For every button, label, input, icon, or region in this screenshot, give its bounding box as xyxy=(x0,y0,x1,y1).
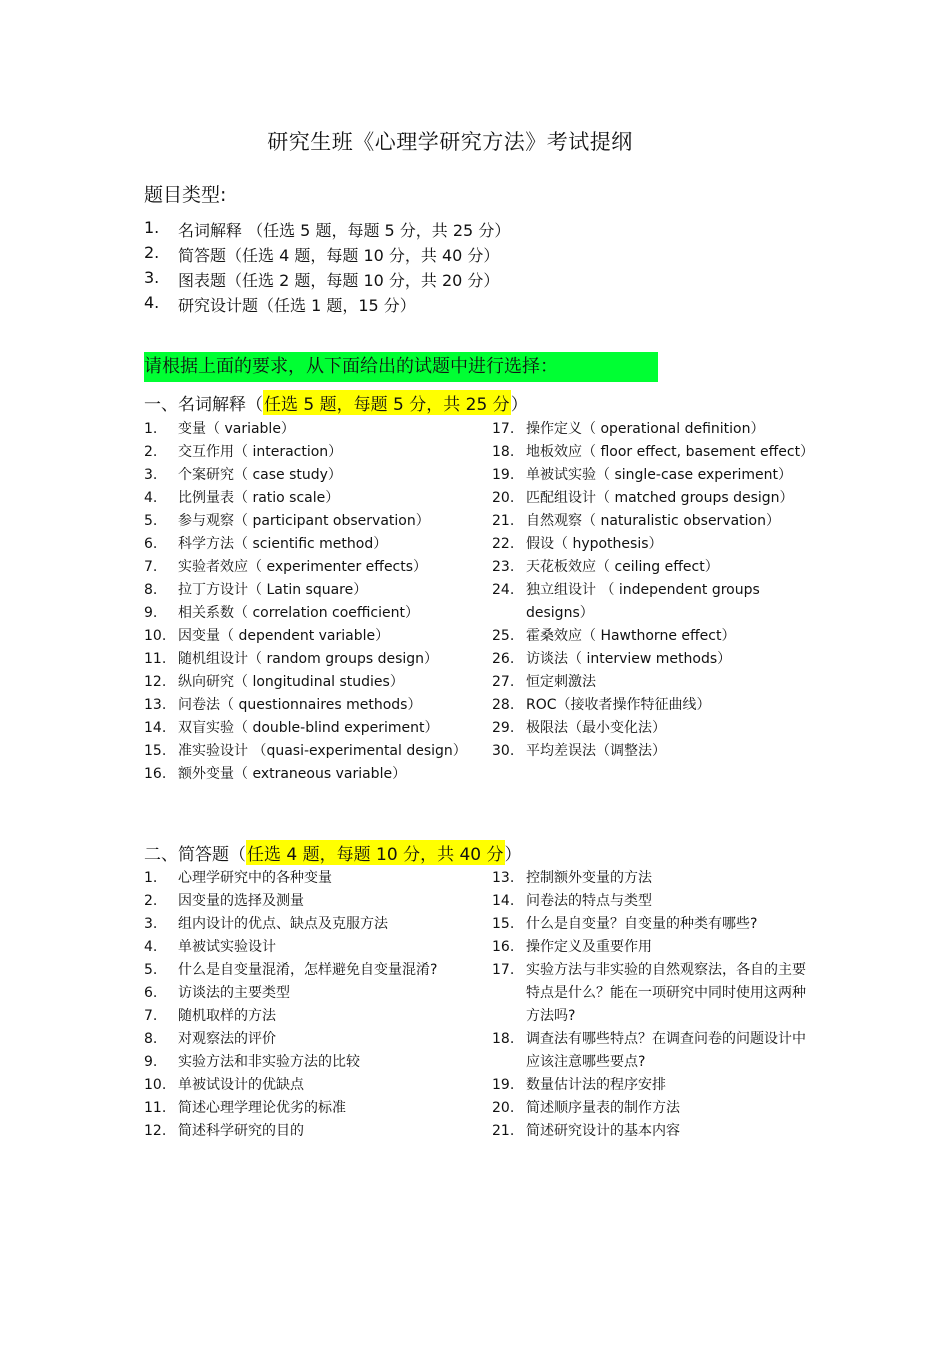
item-number: 10. xyxy=(144,1077,167,1093)
section-1-suffix: ） xyxy=(510,395,528,415)
list-item xyxy=(492,533,810,556)
item-number: 12. xyxy=(144,674,167,690)
section-1-right-list xyxy=(492,418,815,763)
item-text: 图表题（任选 2 题，每题 10 分，共 20 分） xyxy=(178,271,500,290)
item-number: 19. xyxy=(492,1077,515,1093)
list-item xyxy=(492,890,810,913)
item-text: 对观察法的评价 xyxy=(178,1031,276,1047)
list-item xyxy=(144,1120,464,1143)
item-number: 10. xyxy=(144,628,167,644)
item-text: 问卷法（ questionnaires methods） xyxy=(178,697,422,713)
question-type-item xyxy=(144,268,510,293)
item-number: 7. xyxy=(144,559,158,575)
item-text: 恒定刺激法 xyxy=(526,674,596,690)
list-item xyxy=(492,671,810,694)
list-item xyxy=(492,418,810,441)
question-type-item xyxy=(144,243,510,268)
list-item xyxy=(144,959,464,982)
list-item xyxy=(492,913,810,936)
list-item xyxy=(492,487,810,510)
item-number: 2. xyxy=(144,444,158,460)
list-item xyxy=(144,671,464,694)
item-text: 实验者效应（ experimenter effects） xyxy=(178,559,428,575)
question-type-item xyxy=(144,218,510,243)
item-text: 操作定义（ operational definition） xyxy=(526,421,765,437)
item-number: 2. xyxy=(144,893,158,909)
list-item xyxy=(492,717,810,740)
instruction-banner: 请根据上面的要求，从下面给出的试题中进行选择： xyxy=(144,352,658,382)
list-item xyxy=(144,441,464,464)
question-types-list xyxy=(144,218,510,318)
item-text: 简述研究设计的基本内容 xyxy=(526,1123,680,1139)
list-item xyxy=(144,487,464,510)
item-number: 23. xyxy=(492,559,515,575)
item-number: 2. xyxy=(144,243,160,262)
list-item xyxy=(144,533,464,556)
item-number: 1. xyxy=(144,421,158,437)
item-text: 相关系数（ correlation coefficient） xyxy=(178,605,419,621)
list-item xyxy=(492,648,810,671)
item-text: 心理学研究中的各种变量 xyxy=(178,870,332,886)
item-number: 9. xyxy=(144,605,158,621)
item-text: 什么是自变量？自变量的种类有哪些? xyxy=(526,916,758,932)
item-text: 简述顺序量表的制作方法 xyxy=(526,1100,680,1116)
list-item xyxy=(144,763,464,786)
item-number: 26. xyxy=(492,651,515,667)
item-number: 8. xyxy=(144,1031,158,1047)
list-item xyxy=(492,464,810,487)
item-number: 22. xyxy=(492,536,515,552)
list-item xyxy=(492,936,810,959)
section-2-right-list xyxy=(492,867,810,1143)
item-number: 13. xyxy=(492,870,515,886)
item-text: 比例量表（ ratio scale） xyxy=(178,490,340,506)
item-text: 实验方法和非实验方法的比较 xyxy=(178,1054,360,1070)
item-text: 单被试设计的优缺点 xyxy=(178,1077,304,1093)
list-item xyxy=(144,982,464,1005)
list-item xyxy=(492,740,810,763)
item-text: 拉丁方设计（ Latin square） xyxy=(178,582,368,598)
item-number: 18. xyxy=(492,444,515,460)
item-text: 随机组设计（ random groups design） xyxy=(178,651,439,667)
item-text: 访谈法的主要类型 xyxy=(178,985,290,1001)
item-text: 随机取样的方法 xyxy=(178,1008,276,1024)
list-item xyxy=(144,1051,464,1074)
list-item xyxy=(492,441,815,464)
list-item xyxy=(492,510,810,533)
item-number: 15. xyxy=(492,916,515,932)
list-item xyxy=(144,1005,464,1028)
list-item xyxy=(144,867,464,890)
list-item xyxy=(144,890,464,913)
item-number: 1. xyxy=(144,218,160,237)
question-types-heading: 题目类型: xyxy=(144,184,227,206)
item-number: 8. xyxy=(144,582,158,598)
item-text: 组内设计的优点、缺点及克服方法 xyxy=(178,916,388,932)
item-number: 1. xyxy=(144,870,158,886)
item-text: 匹配组设计（ matched groups design） xyxy=(526,490,794,506)
item-number: 13. xyxy=(144,697,167,713)
item-number: 20. xyxy=(492,490,515,506)
item-number: 11. xyxy=(144,651,167,667)
item-text: 访谈法（ interview methods） xyxy=(526,651,732,667)
item-number: 9. xyxy=(144,1054,158,1070)
list-item xyxy=(144,648,464,671)
list-item xyxy=(144,579,464,602)
item-number: 3. xyxy=(144,268,160,287)
item-text: 平均差误法（调整法） xyxy=(526,743,666,759)
item-text: ROC（接收者操作特征曲线） xyxy=(526,697,711,713)
item-number: 27. xyxy=(492,674,515,690)
section-1-prefix: 一、名词解释（ xyxy=(144,395,263,415)
item-text: 简答题（任选 4 题，每题 10 分，共 40 分） xyxy=(178,246,500,265)
item-number: 28. xyxy=(492,697,515,713)
item-number: 4. xyxy=(144,293,160,312)
item-text: 假设（ hypothesis） xyxy=(526,536,663,552)
item-text: 简述心理学理论优劣的标准 xyxy=(178,1100,346,1116)
item-text: 问卷法的特点与类型 xyxy=(526,893,652,909)
item-text: 交互作用（ interaction） xyxy=(178,444,343,460)
item-text: 纵向研究（ longitudinal studies） xyxy=(178,674,404,690)
list-item xyxy=(144,1028,464,1051)
section-1-left-list xyxy=(144,418,467,786)
item-text: 简述科学研究的目的 xyxy=(178,1123,304,1139)
item-number: 14. xyxy=(492,893,515,909)
item-number: 15. xyxy=(144,743,167,759)
item-number: 24. xyxy=(492,582,515,598)
item-number: 12. xyxy=(144,1123,167,1139)
item-text: 操作定义及重要作用 xyxy=(526,939,652,955)
item-number: 6. xyxy=(144,536,158,552)
section-2-left-list xyxy=(144,867,464,1143)
list-item xyxy=(492,1074,810,1097)
item-number: 16. xyxy=(492,939,515,955)
section-2-heading xyxy=(144,840,522,865)
item-number: 6. xyxy=(144,985,158,1001)
list-item xyxy=(144,936,464,959)
item-text: 名词解释 （任选 5 题，每题 5 分，共 25 分） xyxy=(178,221,511,240)
page-title: 研究生班《心理学研究方法》考试提纲 xyxy=(267,130,633,154)
section-2-suffix: ） xyxy=(504,845,522,865)
item-number: 18. xyxy=(492,1031,515,1047)
item-number: 21. xyxy=(492,1123,515,1139)
list-item xyxy=(492,1097,810,1120)
item-text: 额外变量（ extraneous variable） xyxy=(178,766,407,782)
item-text: 调查法有哪些特点？在调查问卷的问题设计中应该注意哪些要点? xyxy=(526,1031,806,1070)
item-text: 数量估计法的程序安排 xyxy=(526,1077,666,1093)
item-text: 独立组设计 （ independent groups designs） xyxy=(526,582,760,621)
section-1-highlight: 任选 5 题，每题 5 分，共 25 分 xyxy=(263,390,511,415)
list-item xyxy=(492,579,810,625)
item-text: 双盲实验（ double-blind experiment） xyxy=(178,720,439,736)
item-number: 17. xyxy=(492,421,515,437)
item-text: 地板效应（ floor effect, basement effect） xyxy=(526,444,815,460)
item-text: 什么是自变量混淆，怎样避免自变量混淆? xyxy=(178,962,438,978)
list-item xyxy=(144,556,464,579)
list-item xyxy=(492,959,810,1028)
list-item xyxy=(492,1120,810,1143)
list-item xyxy=(144,464,464,487)
item-number: 17. xyxy=(492,962,515,978)
section-1-heading xyxy=(144,390,528,415)
item-number: 4. xyxy=(144,490,158,506)
item-number: 3. xyxy=(144,467,158,483)
item-number: 5. xyxy=(144,962,158,978)
list-item xyxy=(492,556,810,579)
item-number: 19. xyxy=(492,467,515,483)
list-item xyxy=(492,867,810,890)
item-number: 3. xyxy=(144,916,158,932)
item-number: 21. xyxy=(492,513,515,529)
item-number: 7. xyxy=(144,1008,158,1024)
list-item xyxy=(144,740,467,763)
list-item xyxy=(144,717,464,740)
item-number: 30. xyxy=(492,743,515,759)
item-text: 霍桑效应（ Hawthorne effect） xyxy=(526,628,736,644)
list-item xyxy=(144,418,464,441)
item-text: 因变量（ dependent variable） xyxy=(178,628,390,644)
list-item xyxy=(144,694,464,717)
item-text: 准实验设计 （quasi-experimental design） xyxy=(178,743,467,759)
item-text: 变量（ variable） xyxy=(178,421,295,437)
list-item xyxy=(492,625,810,648)
item-text: 个案研究（ case study） xyxy=(178,467,342,483)
item-text: 单被试实验（ single-case experiment） xyxy=(526,467,792,483)
item-number: 5. xyxy=(144,513,158,529)
item-number: 14. xyxy=(144,720,167,736)
item-number: 25. xyxy=(492,628,515,644)
item-text: 天花板效应（ ceiling effect） xyxy=(526,559,719,575)
list-item xyxy=(492,1028,810,1074)
item-text: 因变量的选择及测量 xyxy=(178,893,304,909)
item-text: 极限法（最小变化法） xyxy=(526,720,666,736)
list-item xyxy=(144,625,464,648)
list-item xyxy=(144,510,464,533)
item-number: 29. xyxy=(492,720,515,736)
item-number: 11. xyxy=(144,1100,167,1116)
item-number: 16. xyxy=(144,766,167,782)
section-2-highlight: 任选 4 题，每题 10 分，共 40 分 xyxy=(246,840,505,865)
item-text: 研究设计题（任选 1 题，15 分） xyxy=(178,296,416,315)
item-text: 控制额外变量的方法 xyxy=(526,870,652,886)
item-text: 参与观察（ participant observation） xyxy=(178,513,430,529)
question-type-item xyxy=(144,293,510,318)
list-item xyxy=(492,694,810,717)
item-text: 自然观察（ naturalistic observation） xyxy=(526,513,780,529)
list-item xyxy=(144,1074,464,1097)
item-number: 20. xyxy=(492,1100,515,1116)
list-item xyxy=(144,1097,464,1120)
section-2-prefix: 二、简答题（ xyxy=(144,845,246,865)
item-text: 实验方法与非实验的自然观察法，各自的主要特点是什么？能在一项研究中同时使用这两种方法吗? xyxy=(526,962,806,1024)
list-item xyxy=(144,913,464,936)
item-text: 单被试实验设计 xyxy=(178,939,276,955)
list-item xyxy=(144,602,464,625)
item-number: 4. xyxy=(144,939,158,955)
item-text: 科学方法（ scientific method） xyxy=(178,536,388,552)
